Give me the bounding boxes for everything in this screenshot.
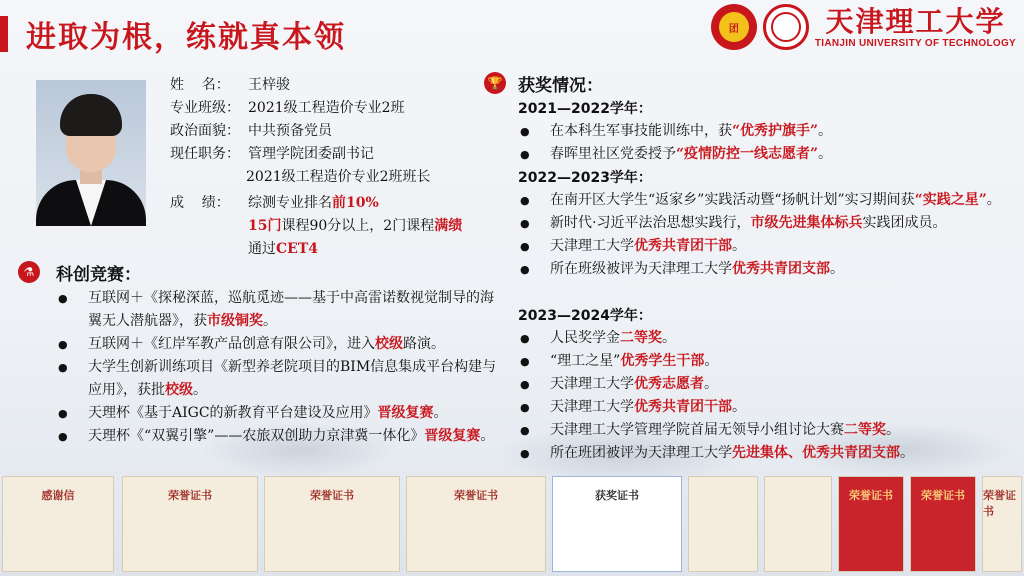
title-accent-bar bbox=[0, 16, 8, 52]
list-item: ● 天理杯《“双翼引擎”——农旅双创助力京津冀一体化》晋级复赛。 bbox=[58, 425, 498, 448]
certificate-image: 荣誉证书 bbox=[910, 476, 976, 572]
trophy-icon: 🏆 bbox=[484, 72, 506, 94]
list-item: ● “理工之星”优秀学生干部。 bbox=[520, 350, 1010, 373]
year-heading: 2021—2022学年： bbox=[518, 101, 652, 117]
grade-row: 15门课程90分以上，2门课程满绩 bbox=[248, 218, 463, 234]
list-item: ● 互联网＋《红岸军教产品创意有限公司》，进入校级路演。 bbox=[58, 333, 498, 356]
profile-row: 专业班级： 2021级工程造价专业2班 bbox=[170, 100, 405, 116]
certificate-image: 获奖证书 bbox=[552, 476, 682, 572]
list-item: ● 在本科生军事技能训练中，获“优秀护旗手”。 bbox=[520, 120, 1010, 143]
profile-row: 政治面貌： 中共预备党员 bbox=[170, 123, 332, 139]
list-item: ● 天津理工大学优秀志愿者。 bbox=[520, 373, 1010, 396]
profile-row: 姓 名： 王梓骏 bbox=[170, 77, 290, 93]
list-item: ● 人民奖学金二等奖。 bbox=[520, 327, 1010, 350]
certificate-image: 荣誉证书 bbox=[838, 476, 904, 572]
university-logo bbox=[711, 4, 1016, 50]
certificate-image bbox=[688, 476, 758, 572]
year-heading: 2022—2023学年： bbox=[518, 170, 652, 186]
grade-row: 通过CET4 bbox=[248, 241, 318, 257]
list-item: ● 天理杯《基于AIGC的新教育平台建设及应用》晋级复赛。 bbox=[58, 402, 498, 425]
list-item: ● 互联网＋《探秘深蓝，巡航觅迹——基于中高雷诺数视觉制导的海翼无人潜航器》，获市级铜奖。 bbox=[58, 287, 498, 333]
page-title: 进取为根，练就真本领 bbox=[26, 20, 346, 55]
awards-list-2022 bbox=[520, 189, 1010, 281]
list-item: ● 所在班级被评为天津理工大学优秀共青团支部。 bbox=[520, 258, 1010, 281]
year-heading: 2023—2024学年： bbox=[518, 308, 652, 324]
profile-row: 2021级工程造价专业2班班长 bbox=[246, 169, 431, 185]
youth-league-emblem-icon: 团 bbox=[711, 4, 757, 50]
list-item: ● 在南开区大学生“返家乡”实践活动暨“扬帆计划”实习期间获“实践之星”。 bbox=[520, 189, 1010, 212]
profile-info bbox=[170, 74, 462, 261]
profile-row: 现任职务： 管理学院团委副书记 bbox=[170, 146, 374, 162]
certificate-image: 荣誉证书 bbox=[406, 476, 546, 572]
list-item: ● 大学生创新训练项目《新型养老院项目的BIM信息集成平台构建与应用》，获批校级。 bbox=[58, 356, 498, 402]
list-item: ● 所在班团被评为天津理工大学先进集体、优秀共青团支部。 bbox=[520, 442, 1010, 465]
microscope-icon: ⚗ bbox=[18, 261, 40, 283]
awards-section-title: 获奖情况： bbox=[518, 76, 603, 96]
university-seal-icon bbox=[763, 4, 809, 50]
certificate-image: 感谢信 bbox=[2, 476, 114, 572]
list-item: ● 春晖里社区党委授予“疫情防控一线志愿者”。 bbox=[520, 143, 1010, 166]
science-list bbox=[58, 287, 498, 448]
certificate-image: 荣誉证书 bbox=[264, 476, 400, 572]
science-section-title: 科创竞赛： bbox=[56, 265, 141, 285]
certificate-image bbox=[764, 476, 832, 572]
certificate-image: 荣誉证书 bbox=[982, 476, 1022, 572]
list-item: ● 天津理工大学管理学院首届无领导小组讨论大赛二等奖。 bbox=[520, 419, 1010, 442]
list-item: ● 天津理工大学优秀共青团干部。 bbox=[520, 235, 1010, 258]
list-item: ● 天津理工大学优秀共青团干部。 bbox=[520, 396, 1010, 419]
certificate-image: 荣誉证书 bbox=[122, 476, 258, 572]
awards-list-2023 bbox=[520, 327, 1010, 465]
list-item: ● 新时代·习近平法治思想实践行，市级先进集体标兵实践团成员。 bbox=[520, 212, 1010, 235]
certificate-strip bbox=[0, 472, 1024, 576]
awards-list-2021 bbox=[520, 120, 1010, 166]
student-photo bbox=[36, 80, 146, 226]
grade-row: 成 绩： 综测专业排名前10% bbox=[170, 195, 379, 211]
university-name-cn: 天津理工大学 bbox=[825, 4, 1006, 38]
university-name-en: TIANJIN UNIVERSITY OF TECHNOLOGY bbox=[814, 37, 1016, 49]
